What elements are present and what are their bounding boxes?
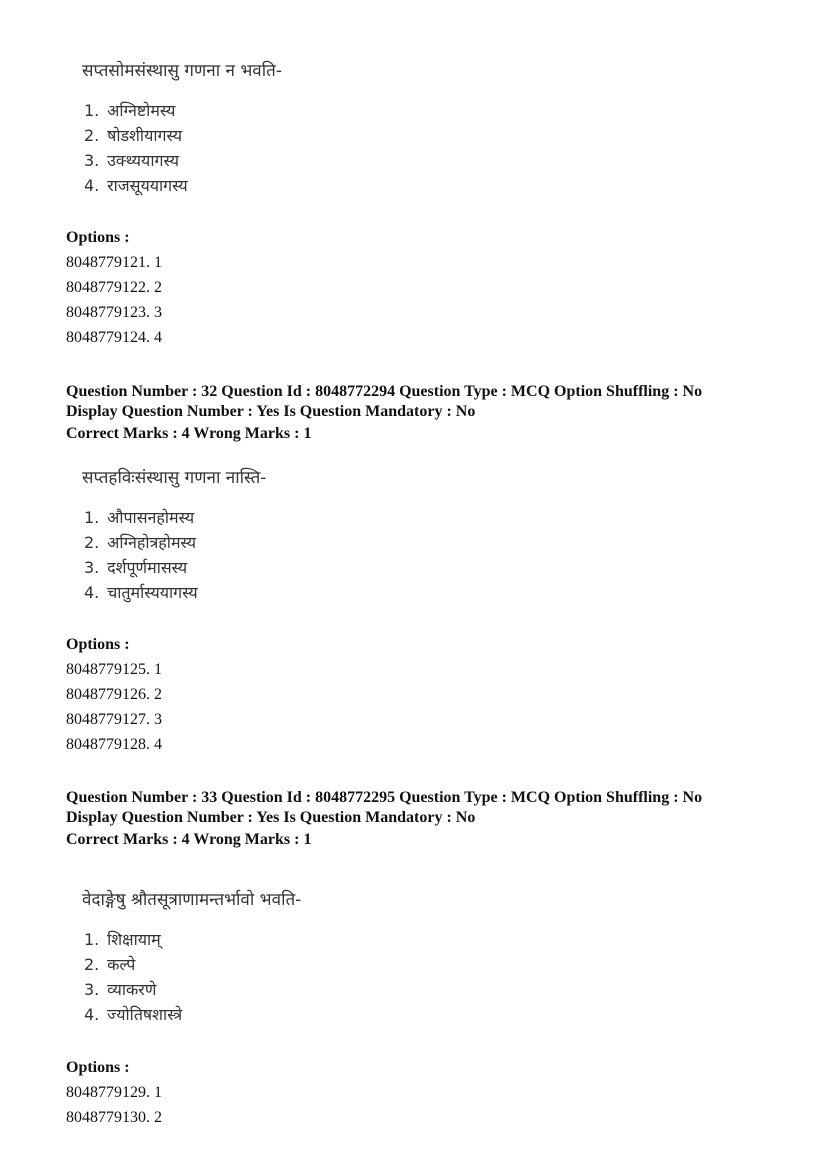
options-label: Options : xyxy=(66,636,130,653)
option-id-item: 8048779125. 1 xyxy=(66,661,162,678)
option-id-item: 8048779128. 4 xyxy=(66,736,162,753)
meta-line: Display Question Number : Yes Is Question Mandatory : No xyxy=(66,403,476,420)
question-text: वेदाङ्गेषु श्रौतसूत्राणामन्तर्भावो भवति- xyxy=(82,890,302,910)
meta-line: Question Number : 32 Question Id : 8048772294 Question Type : MCQ Option Shuffling : No xyxy=(66,383,703,400)
choice-item: 3. दर्शपूर्णमासस्य xyxy=(84,558,188,577)
choice-item: 3. उक्थ्ययागस्य xyxy=(84,151,179,170)
meta-line: Correct Marks : 4 Wrong Marks : 1 xyxy=(66,425,312,442)
option-id-item: 8048779121. 1 xyxy=(66,254,162,271)
choice-item: 4. चातुर्मास्ययागस्य xyxy=(84,583,198,602)
choice-item: 3. व्याकरणे xyxy=(84,980,157,999)
choice-list xyxy=(84,505,198,605)
question-meta xyxy=(66,788,702,850)
options-label: Options : xyxy=(66,229,130,246)
choice-item: 1. अग्निष्टोमस्य xyxy=(84,101,176,120)
choice-list xyxy=(84,927,182,1027)
choice-item: 4. ज्योतिषशास्त्रे xyxy=(84,1005,183,1024)
choice-item: 1. औपासनहोमस्य xyxy=(84,508,195,527)
option-id-item: 8048779126. 2 xyxy=(66,686,162,703)
meta-line: Question Number : 33 Question Id : 8048772295 Question Type : MCQ Option Shuffling : No xyxy=(66,789,703,806)
choice-item: 2. कल्पे xyxy=(84,955,136,974)
option-id-item: 8048779127. 3 xyxy=(66,711,162,728)
question-meta xyxy=(66,382,702,444)
question-text: सप्तसोमसंस्थासु गणना न भवति- xyxy=(82,61,282,81)
option-id-list xyxy=(66,657,162,757)
choice-item: 4. राजसूययागस्य xyxy=(84,176,188,195)
question-text: सप्तहविःसंस्थासु गणना नास्ति- xyxy=(82,468,267,488)
meta-line: Correct Marks : 4 Wrong Marks : 1 xyxy=(66,831,312,848)
choice-item: 1. शिक्षायाम् xyxy=(84,930,161,949)
option-id-item: 8048779123. 3 xyxy=(66,304,162,321)
option-id-list xyxy=(66,1080,162,1130)
meta-line: Display Question Number : Yes Is Question Mandatory : No xyxy=(66,809,476,826)
options-label: Options : xyxy=(66,1059,130,1076)
choice-item: 2. षोडशीयागस्य xyxy=(84,126,183,145)
option-id-item: 8048779129. 1 xyxy=(66,1084,162,1101)
option-id-item: 8048779122. 2 xyxy=(66,279,162,296)
option-id-list xyxy=(66,250,162,350)
option-id-item: 8048779124. 4 xyxy=(66,329,162,346)
option-id-item: 8048779130. 2 xyxy=(66,1109,162,1126)
choice-item: 2. अग्निहोत्रहोमस्य xyxy=(84,533,197,552)
choice-list xyxy=(84,98,188,198)
